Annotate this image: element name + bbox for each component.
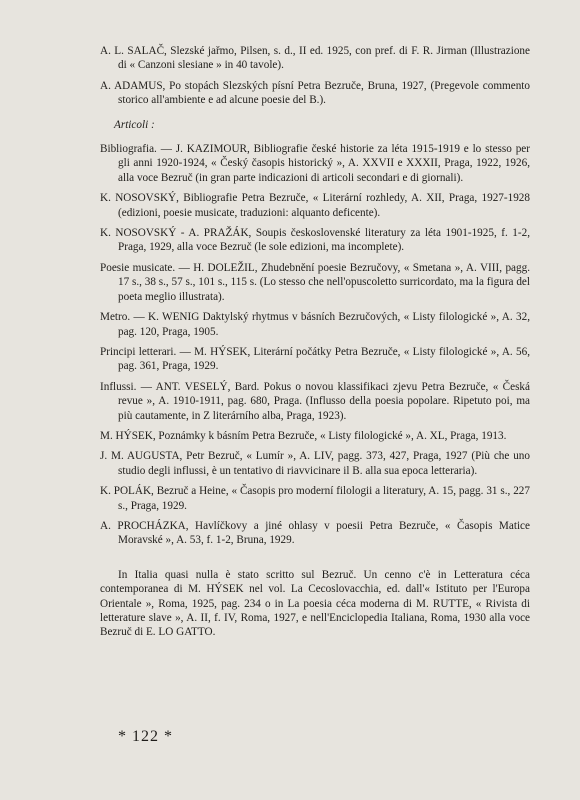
section-heading: Articoli : [114,118,155,131]
page-number: * 122 * [118,728,173,745]
closing-paragraph: In Italia quasi nulla è stato scritto sul Bezruč. Un cenno c'è in Letteratura céca contemporanea di M. HÝSEK nel vol. La Cecoslovacchia, ed. dall'« Istituto per l'Europa Orientale », Roma, 1925, pag. 234 o in La poesia céca moderna di M. RUTTE, « Rivista di letterature slave », A. II, f. IV, Roma, 1927, e nell'Enciclopedia Italiana, Roma, 1930 alla voce Bezruč di E. LO GATTO. [100,568,530,639]
reference-entry: A. ADAMUS, Po stopách Slezských písní Petra Bezruče, Bruna, 1927, (Pregevole commento storico all'ambiente e ad alcune poesie del B.). [100,79,530,107]
article-entry: Metro. — K. WENIG Daktylský rhytmus v básních Bezručových, « Listy filologické », A. 32, pag. 120, Praga, 1905. [100,311,530,338]
page-content [100,44,530,640]
article-entry: M. HÝSEK, Poznámky k básním Petra Bezruče, « Listy filologické », A. XL, Praga, 1913. [100,429,507,442]
article-entry: J. M. AUGUSTA, Petr Bezruč, « Lumír », A. LIV, pagg. 373, 427, Praga, 1927 (Più che uno studio degli influssi, è un tentativo di riavvicinare il B. alla sua epoca letteraria). [100,450,530,477]
article-entry: A. PROCHÁZKA, Havlíčkovy a jiné ohlasy v poesii Petra Bezruče, « Časopis Matice Moravské », A. 53, f. 1-2, Bruna, 1929. [100,519,530,547]
article-entry: K. NOSOVSKÝ, Bibliografie Petra Bezruče, « Literární rozhledy, A. XII, Praga, 1927-1928 (edizioni, poesie musicate, traduzioni: alquanto deficente). [100,192,530,219]
article-entry: Principi letterari. — M. HÝSEK, Literární počátky Petra Bezruče, « Listy filologické », A. 56, pag. 361, Praga, 1929. [100,345,530,373]
reference-entry: A. L. SALAČ, Slezské jařmo, Pilsen, s. d., II ed. 1925, con pref. di F. R. Jirman (Illustrazione di « Canzoni slesiane » in 40 tavole). [100,45,530,72]
article-entry: Poesie musicate. — H. DOLEŽIL, Zhudebnění poesie Bezručovy, « Smetana », A. VIII, pagg. 17 s., 38 s., 57 s., 101 s., 115 s. (Lo stesso che nell'opuscoletto surricordato, ma la figura del poeta meglio illustrata). [100,261,530,303]
article-entry: Influssi. — ANT. VESELÝ, Bard. Pokus o novou klassifikaci zjevu Petra Bezruče, « Česká revue », A. 1910-1911, pag. 680, Praga. (Influsso della poesia popolare. Ripetuto poi, ma più cautamente, in Z literárního alba, Praga, 1923). [100,380,530,422]
article-entry: K. NOSOVSKÝ - A. PRAŽÁK, Soupis československé literatury za léta 1901-1925, f. 1-2, Praga, 1929, alla voce Bezruč (le sole edizioni, ma incomplete). [100,227,530,254]
article-entry: K. POLÁK, Bezruč a Heine, « Časopis pro moderní filologii a literatury, A. 15, pagg. 31 s., 227 s., Praga, 1929. [100,485,530,512]
article-entry: Bibliografia. — J. KAZIMOUR, Bibliografie české historie za léta 1915-1919 e lo stesso per gli anni 1920-1924, « Český časopis historický », A. XXVII e XXXII, Praga, 1922, 1926, alla voce Bezruč (in gran parte indicazioni di articoli secondari e di giornali). [100,143,530,184]
